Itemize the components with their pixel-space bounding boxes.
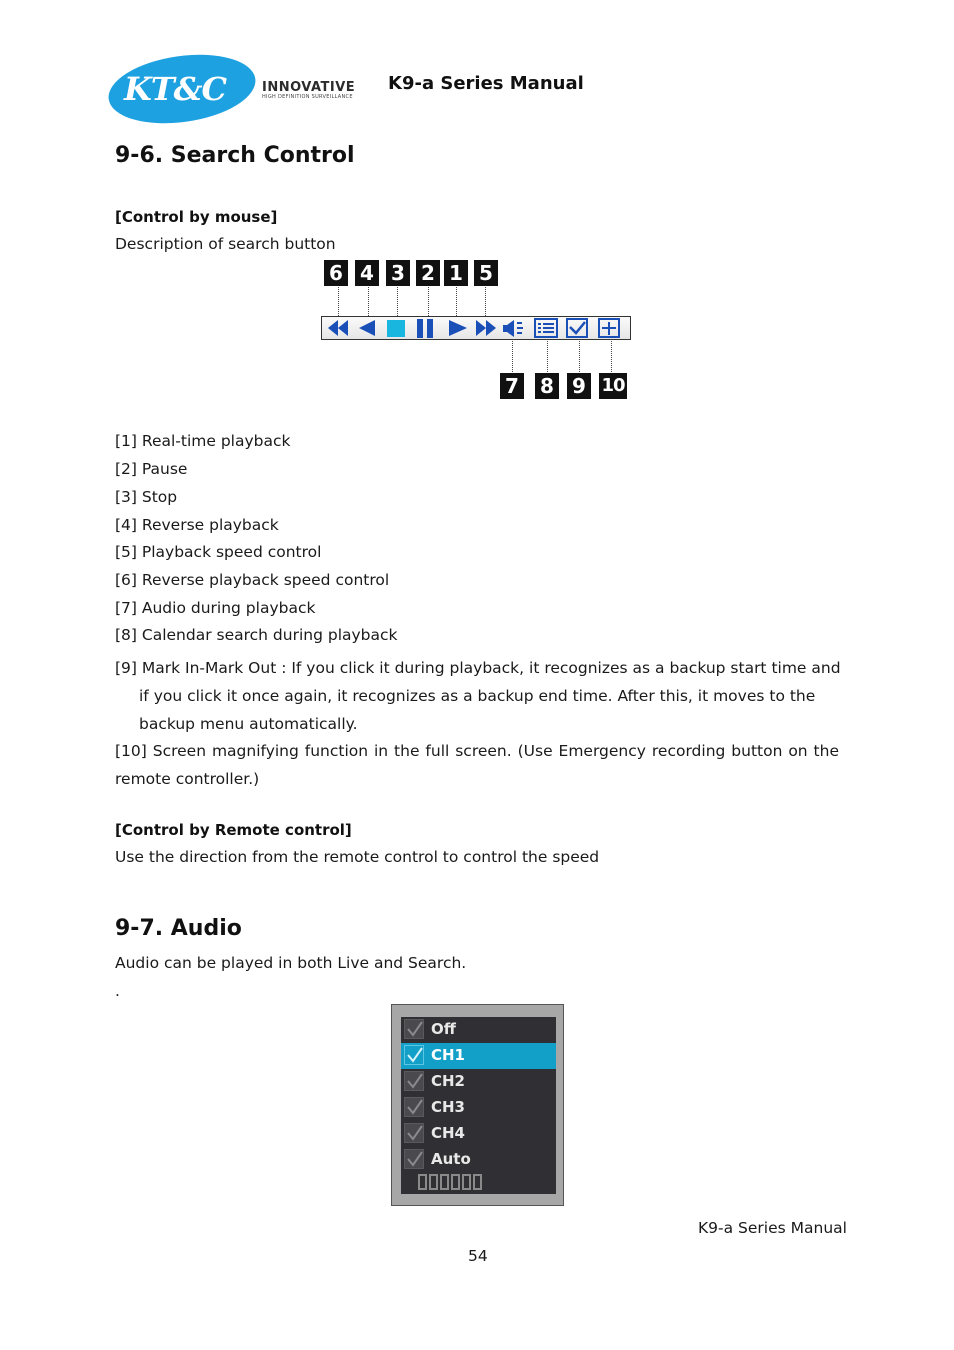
calendar-icon[interactable] bbox=[535, 319, 557, 337]
zoom-icon[interactable] bbox=[599, 319, 619, 337]
list-item: [1] Real-time playback bbox=[115, 432, 291, 450]
leader-line bbox=[485, 287, 486, 316]
leader-line bbox=[368, 287, 369, 316]
audio-option-off[interactable] bbox=[401, 1017, 556, 1043]
callout-9: 9 bbox=[567, 373, 591, 399]
audio-option-ch3[interactable] bbox=[401, 1095, 556, 1121]
page-number: 54 bbox=[468, 1247, 488, 1265]
callout-6: 6 bbox=[324, 260, 348, 286]
leader-line bbox=[512, 341, 513, 372]
search-control-heading: 9-6. Search Control bbox=[115, 143, 355, 168]
callout-5: 5 bbox=[474, 260, 498, 286]
callout-2: 2 bbox=[416, 260, 440, 286]
leader-line bbox=[428, 287, 429, 316]
stray-dot: . bbox=[115, 982, 120, 1000]
callout-7: 7 bbox=[500, 373, 524, 399]
audio-icon[interactable] bbox=[503, 320, 523, 337]
unrendered-glyph-blocks bbox=[418, 1174, 484, 1194]
reverse-play-icon[interactable] bbox=[359, 320, 375, 336]
audio-menu-list bbox=[401, 1017, 556, 1194]
audio-menu bbox=[391, 1004, 564, 1206]
leader-line bbox=[579, 341, 580, 372]
list-item: [6] Reverse playback speed control bbox=[115, 571, 390, 589]
leader-line bbox=[547, 341, 548, 372]
header-title: K9-a Series Manual bbox=[388, 73, 584, 94]
check-icon bbox=[404, 1071, 424, 1091]
callout-8: 8 bbox=[535, 373, 559, 399]
audio-option-ch4[interactable] bbox=[401, 1121, 556, 1147]
audio-option-ch2[interactable] bbox=[401, 1069, 556, 1095]
list-item: [3] Stop bbox=[115, 488, 178, 506]
callout-1: 1 bbox=[444, 260, 468, 286]
audio-option-label: CH1 bbox=[431, 1046, 465, 1064]
logo-text: KT&C bbox=[124, 70, 226, 108]
audio-option-label: CH2 bbox=[431, 1072, 465, 1090]
callout-4: 4 bbox=[355, 260, 379, 286]
fast-forward-icon[interactable] bbox=[476, 320, 496, 336]
audio-text: Audio can be played in both Live and Search. bbox=[115, 954, 467, 972]
logo-tagline: INNOVATIVE bbox=[262, 80, 356, 95]
check-icon bbox=[404, 1019, 424, 1039]
mark-in-out-icon[interactable] bbox=[567, 319, 587, 337]
list-item: [5] Playback speed control bbox=[115, 543, 322, 561]
list-item: [7] Audio during playback bbox=[115, 599, 316, 617]
callout-3: 3 bbox=[386, 260, 410, 286]
audio-option-label: CH4 bbox=[431, 1124, 465, 1142]
list-item-mark-in-out: [9] Mark In-Mark Out : If you click it during playback, it recognizes as a backup start time and if you click it once again, it recognizes as a backup end time. After this, it moves to the backup menu automatically. bbox=[115, 659, 841, 733]
audio-option-label: Off bbox=[431, 1020, 456, 1038]
mouse-control-heading: [Control by mouse] bbox=[115, 208, 278, 226]
pause-icon[interactable] bbox=[417, 319, 433, 338]
audio-option-label: CH3 bbox=[431, 1098, 465, 1116]
check-icon bbox=[404, 1123, 424, 1143]
list-item-screen-magnify: [10] Screen magnifying function in the full screen. (Use Emergency recording button on the remote controller.) bbox=[115, 742, 839, 788]
callout-10: 10 bbox=[599, 373, 627, 399]
mouse-control-intro: Description of search button bbox=[115, 235, 336, 253]
list-item: [4] Reverse playback bbox=[115, 516, 279, 534]
remote-control-heading: [Control by Remote control] bbox=[115, 821, 352, 839]
leader-line bbox=[611, 341, 612, 372]
footer-manual-name: K9-a Series Manual bbox=[698, 1219, 847, 1237]
play-icon[interactable] bbox=[449, 320, 467, 336]
check-icon bbox=[404, 1045, 424, 1065]
audio-option-label: Auto bbox=[431, 1150, 471, 1168]
leader-line bbox=[456, 287, 457, 316]
remote-control-text: Use the direction from the remote control to control the speed bbox=[115, 848, 600, 866]
audio-heading: 9-7. Audio bbox=[115, 916, 242, 941]
check-icon bbox=[404, 1149, 424, 1169]
leader-line bbox=[397, 287, 398, 316]
audio-option-ch1[interactable] bbox=[401, 1043, 556, 1069]
audio-option-auto[interactable] bbox=[401, 1147, 556, 1173]
list-item: [2] Pause bbox=[115, 460, 188, 478]
check-icon bbox=[404, 1097, 424, 1117]
stop-icon[interactable] bbox=[387, 320, 405, 337]
fast-reverse-icon[interactable] bbox=[328, 320, 348, 336]
leader-line bbox=[338, 287, 339, 316]
search-toolbar bbox=[321, 316, 631, 340]
logo-subtagline: HIGH DEFINITION SURVEILLANCE bbox=[262, 94, 353, 100]
list-item: [8] Calendar search during playback bbox=[115, 626, 398, 644]
